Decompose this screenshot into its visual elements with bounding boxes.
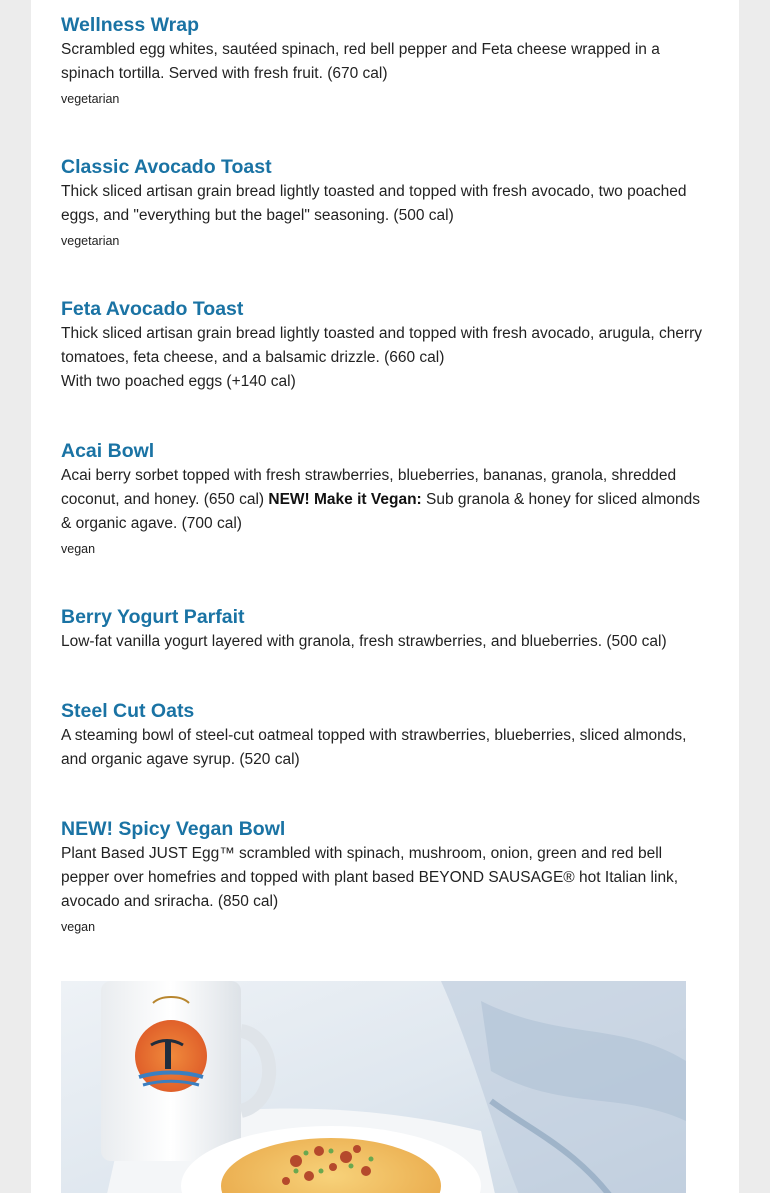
item-title: Wellness Wrap bbox=[61, 14, 199, 36]
menu-item-acai-bowl bbox=[61, 438, 711, 562]
item-description: Scrambled egg whites, sautéed spinach, red bell pepper and Feta cheese wrapped in a spinach tortilla. Served with fresh fruit. (670 cal) bbox=[61, 41, 660, 82]
vegan-option-label: NEW! Make it Vegan: bbox=[268, 491, 422, 508]
item-title: Steel Cut Oats bbox=[61, 700, 195, 722]
item-title: NEW! Spicy Vegan Bowl bbox=[61, 818, 286, 840]
item-extra: With two poached eggs (+140 cal) bbox=[61, 373, 296, 390]
item-title: Berry Yogurt Parfait bbox=[61, 606, 245, 628]
item-title: Classic Avocado Toast bbox=[61, 156, 272, 178]
menu-page bbox=[31, 0, 739, 1193]
item-tag: vegetarian bbox=[61, 92, 120, 106]
item-title: Feta Avocado Toast bbox=[61, 298, 244, 320]
menu-item-classic-avocado-toast bbox=[61, 154, 711, 254]
item-description: Thick sliced artisan grain bread lightly toasted and topped with fresh avocado, two poached eggs, and "everything but the bagel" seasoning. (500 cal) bbox=[61, 183, 687, 224]
menu-item-steel-cut-oats bbox=[61, 698, 711, 772]
item-description: Thick sliced artisan grain bread lightly toasted and topped with fresh avocado, arugula, cherry tomatoes, feta cheese, and a balsamic drizzle. (660 cal) bbox=[61, 325, 703, 366]
menu-item-feta-avocado-toast bbox=[61, 296, 711, 394]
item-description: Low-fat vanilla yogurt layered with granola, fresh strawberries, and blueberries. (500 cal) bbox=[61, 633, 667, 650]
item-description: A steaming bowl of steel-cut oatmeal topped with strawberries, blueberries, sliced almonds, and organic agave syrup. (520 cal) bbox=[61, 727, 687, 768]
menu-item-wellness-wrap bbox=[61, 12, 711, 112]
breakfast-dish-illustration bbox=[61, 981, 686, 1193]
menu-item-berry-yogurt-parfait bbox=[61, 604, 711, 654]
item-tag: vegan bbox=[61, 920, 96, 934]
menu-item-spicy-vegan-bowl bbox=[61, 816, 711, 940]
breakfast-dish-photo bbox=[61, 981, 686, 1193]
item-title: Acai Bowl bbox=[61, 440, 155, 462]
item-tag: vegan bbox=[61, 542, 96, 556]
item-description-text: Acai berry sorbet topped with fresh strawberries, blueberries, bananas, granola, shredded coconut, and honey. (650 cal) bbox=[61, 467, 677, 508]
item-tag: vegetarian bbox=[61, 234, 120, 248]
item-description bbox=[61, 464, 711, 536]
item-description: Plant Based JUST Egg™ scrambled with spinach, mushroom, onion, green and red bell pepper over homefries and topped with plant based BEYOND SAUSAGE® hot Italian link, avocado and sriracha. (850 cal) bbox=[61, 845, 679, 910]
vegan-option-text: Sub granola & honey for sliced almonds & organic agave. (700 cal) bbox=[61, 491, 701, 532]
